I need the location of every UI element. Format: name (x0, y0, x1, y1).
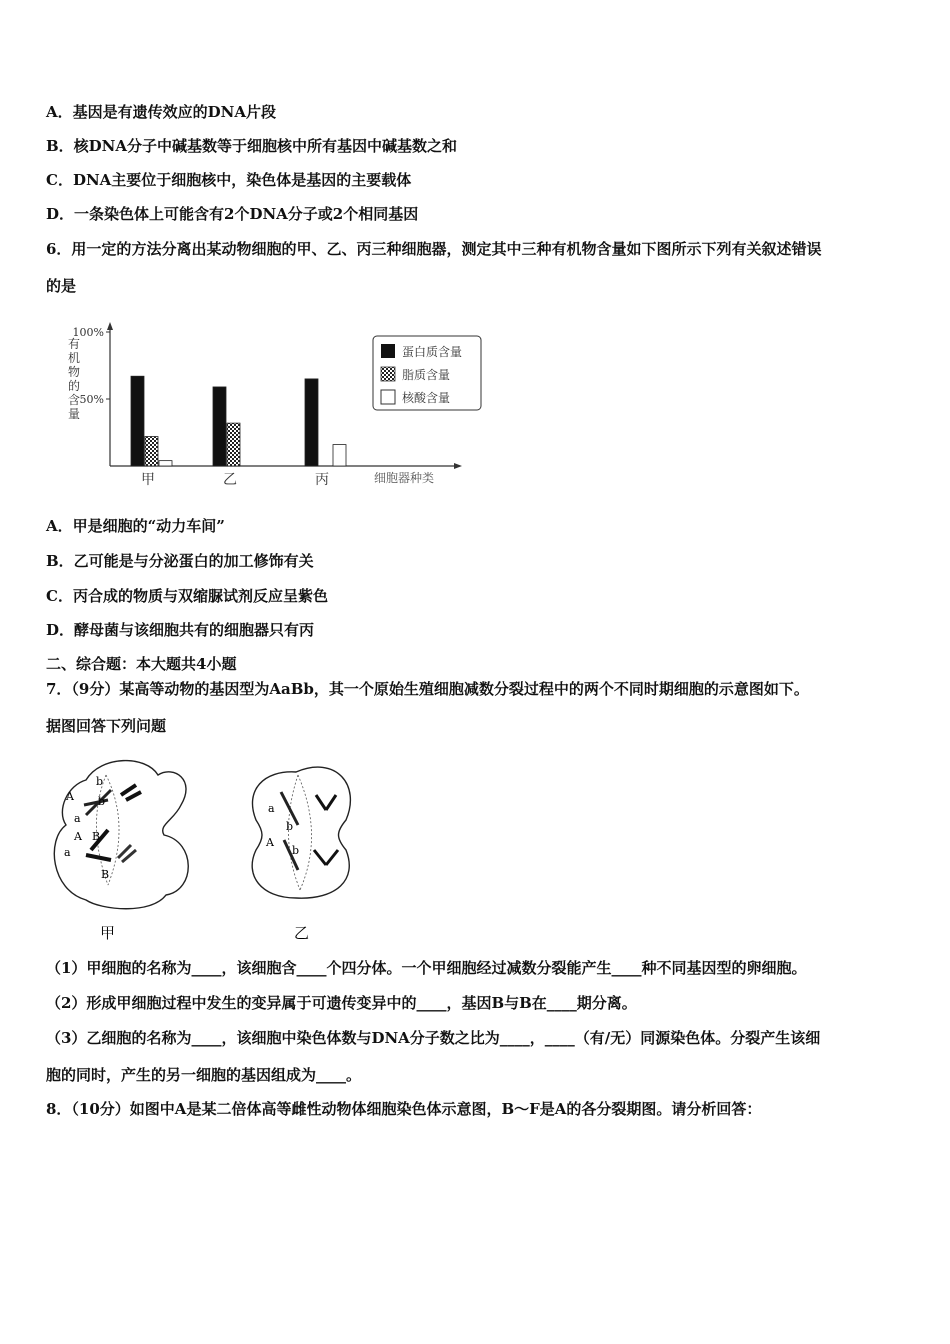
gene-label: b (98, 795, 106, 808)
gene-label: B (92, 830, 101, 843)
bar-0-0 (131, 376, 144, 466)
bar-2-2 (333, 445, 346, 466)
gene-label: b (286, 820, 294, 833)
x-axis-arrow (454, 463, 462, 469)
q6-option-d: D．酵母菌与该细胞共有的细胞器只有丙 (46, 621, 315, 639)
legend-label-lipid: 脂质含量 (402, 368, 451, 382)
q8-stem: 8．（10分）如图中A是某二倍体高等雌性动物体细胞染色体示意图，B～F是A的各分裂期图。请分析回答： (46, 1100, 762, 1118)
q6-option-b: B．乙可能是与分泌蛋白的加工修饰有关 (46, 552, 314, 570)
cell-jia-label: 甲 (100, 924, 116, 942)
gene-label: A (66, 790, 74, 803)
q5-option-c: C．DNA主要位于细胞核中，染色体是基因的主要载体 (46, 171, 412, 189)
x-axis-label: 细胞器种类 (374, 471, 435, 485)
cell-yi-membrane (252, 767, 350, 898)
gene-label: a (268, 802, 275, 815)
bar-0-1 (145, 437, 158, 466)
y-tick-label: 50% (79, 393, 104, 406)
q7-part3-line1: （3）乙细胞的名称为____，该细胞中染色体数与DNA分子数之比为____，____（有/无）同源染色体。分裂产生该细 (46, 1029, 821, 1047)
q7-stem-line2: 据图回答下列问题 (46, 717, 167, 735)
meiosis-cells-figure (46, 750, 366, 950)
category-label: 乙 (223, 472, 237, 488)
cell-yi (252, 767, 350, 942)
q7-part3-line2: 胞的同时，产生的另一细胞的基因组成为____。 (46, 1066, 362, 1084)
q6-option-c: C．丙合成的物质与双缩脲试剂反应呈紫色 (46, 587, 328, 605)
q5-option-b: B．核DNA分子中碱基数等于细胞核中所有基因中碱基数之和 (46, 137, 458, 155)
q5-option-a: A．基因是有遗传效应的DNA片段 (46, 103, 276, 121)
q7-part1: （1）甲细胞的名称为____，该细胞含____个四分体。一个甲细胞经过减数分裂能产生____种不同基因型的卵细胞。 (46, 959, 807, 977)
q6-option-a: A．甲是细胞的“动力车间” (46, 517, 225, 535)
q7-stem-line1: 7．（9分）某高等动物的基因型为AaBb，其一个原始生殖细胞减数分裂过程中的两个不同时期细胞的示意图如下。 (46, 680, 809, 698)
legend-label-nucleic: 核酸含量 (402, 391, 451, 405)
gene-label: A (74, 830, 82, 843)
legend-label-protein: 蛋白质含量 (402, 345, 463, 359)
chart-legend (373, 336, 481, 410)
q5-option-d: D．一条染色体上可能含有2个DNA分子或2个相同基因 (46, 205, 419, 223)
q6-stem-line1: 6．用一定的方法分离出某动物细胞的甲、乙、丙三种细胞器，测定其中三种有机物含量如下图所示下列有关叙述错误 (46, 240, 822, 258)
y-tick-label: 100% (72, 326, 104, 339)
legend-swatch-protein (381, 344, 395, 358)
category-label: 丙 (315, 472, 329, 488)
legend-swatch-nucleic (381, 390, 395, 404)
chart-svg (46, 316, 516, 496)
cell-jia (54, 761, 188, 942)
bar-2-0 (305, 379, 318, 466)
organelle-content-chart (46, 316, 516, 496)
cell-yi-label: 乙 (294, 924, 310, 942)
gene-label: a (74, 812, 81, 825)
y-axis-arrow (107, 322, 113, 330)
gene-label: b (292, 844, 300, 857)
gene-label: b (96, 775, 104, 788)
legend-swatch-lipid (381, 367, 395, 381)
q7-part2: （2）形成甲细胞过程中发生的变异属于可遗传变异中的____，基因B与B在____期分离。 (46, 994, 637, 1012)
category-label: 甲 (141, 472, 155, 488)
gene-label: B (101, 868, 110, 881)
bar-0-2 (159, 461, 172, 466)
gene-label: a (64, 846, 71, 859)
gene-label: A (266, 836, 274, 849)
section2-heading: 二、综合题：本大题共4小题 (46, 655, 237, 673)
y-axis-label: 有机物的含量 (68, 337, 81, 421)
bar-1-0 (213, 387, 226, 466)
bar-1-1 (227, 423, 240, 466)
q6-stem-line2: 的是 (46, 277, 77, 295)
cells-svg (46, 750, 366, 950)
